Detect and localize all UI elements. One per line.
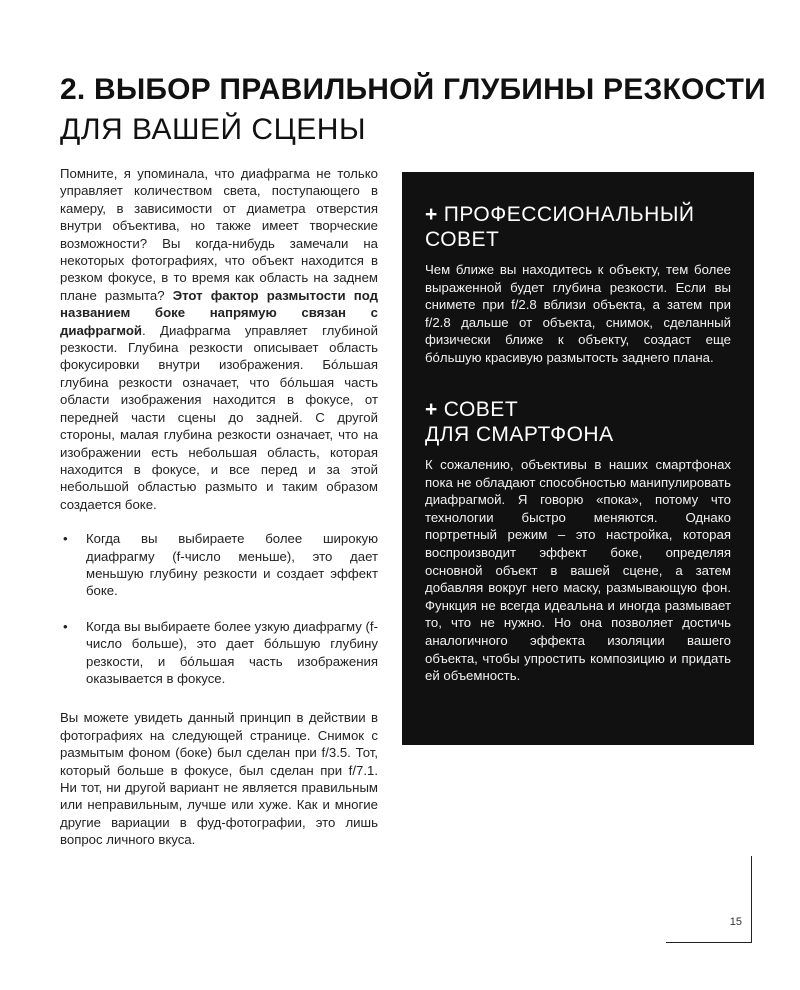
pro-tip [425, 202, 731, 367]
intro-text-bold: Этот фактор размытости под названием боке напрямую связан с диафрагмой [60, 287, 378, 338]
main-text-column [60, 165, 378, 849]
bullet-text: Когда вы выбираете более широкую диафрагму (f-число меньше), это дает меньшую глубину резкости и создает эффект боке. [86, 531, 378, 599]
plus-icon: + [425, 203, 438, 226]
smartphone-tip-text: К сожалению, объективы в наших смартфонах пока не обладают способностью манипулировать диафрагмой. Я говорю «пока», потому что технологии быстро меняются. Однако портретный режим – это настройка, которая воспроизводит эффект боке, определяя основной объект в вашей сцене, а затем добавляя вокруг него маску, размывающую фон. Функция не всегда идеальна и иногда размывает то, что не нужно. Но она позволяет достичь аналогичного эффекта изоляции вашего объекта, чтобы упростить композицию и придать ей объемность. [425, 457, 731, 684]
section-subtitle: ДЛЯ ВАШЕЙ СЦЕНЫ [60, 113, 367, 146]
tips-box [402, 172, 754, 745]
pro-tip-title [425, 202, 731, 252]
page-corner-vertical-rule [751, 856, 752, 943]
smartphone-tip-title-line2: ДЛЯ СМАРТФОНА [425, 423, 614, 446]
smartphone-tip-title-line1: СОВЕТ [443, 398, 519, 421]
closing-paragraph: Вы можете увидеть данный принцип в действии в фотографиях на следующей странице. Снимок с размытым фоном (боке) был сделан при f/3.5. Тот, который больше в фокусе, был сделан при f/7.1. Ни тот, ни другой вариант не является правильным или неправильным, лучше или хуже. Как и многие другие вариации в фуд-фотографии, это лишь вопрос личного вкуса. [60, 710, 378, 848]
smartphone-tip-title [425, 397, 731, 447]
page-corner-horizontal-rule [666, 942, 752, 943]
bullet-text: Когда вы выбираете более узкую диафрагму (f-число больше), это дает бóльшую глубину резкости, и бóльшая часть изображения оказывается в фокусе. [86, 618, 378, 686]
pro-tip-text: Чем ближе вы находитесь к объекту, тем более выраженной будет глубина резкости. Если вы снимете при f/2.8 вблизи объекта, а затем при f/2.8 дальше от объекта, снимок, сделанный физически ближе к объекту, создаст еще бóльшую красивую размытость заднего плана. [425, 262, 731, 365]
intro-text-end: . Диафрагма управляет глубиной резкости. Глубина резкости описывает область фокусировки внутри изображения. Бóльшая глубина резкости означает, что бóльшая часть области изображения находится в фокусе, от передней части сцены до задней. С другой стороны, малая глубина резкости означает, что на изображении есть небольшая область, которая находится в фокусе, и все перед и за этой небольшой областью размыто и таким образом создается боке. [60, 322, 378, 512]
plus-icon: + [425, 398, 438, 421]
intro-text-start: Помните, я упоминала, что диафрагма не только управляет количеством света, поступающего в камеру, в зависимости от диаметра отверстия внутри объектива, но также имеет творческие возможности? Вы когда-нибудь замечали на некоторых фотографиях, что объект находится в резком фокусе, в то время как область на заднем плане размыта? [60, 166, 378, 303]
bullet-marker: • [63, 618, 68, 634]
bullet-marker: • [63, 531, 68, 547]
intro-paragraph [60, 165, 378, 513]
section-title: 2. ВЫБОР ПРАВИЛЬНОЙ ГЛУБИНЫ РЕЗКОСТИ [60, 73, 766, 106]
pro-tip-title-line1: ПРОФЕССИОНАЛЬНЫЙ [443, 203, 695, 226]
pro-tip-title-line2: СОВЕТ [425, 228, 500, 251]
smartphone-tip [425, 397, 731, 685]
bullet-item [60, 530, 378, 600]
bullet-list [60, 530, 378, 687]
page-number: 15 [729, 916, 742, 928]
bullet-item [60, 618, 378, 688]
